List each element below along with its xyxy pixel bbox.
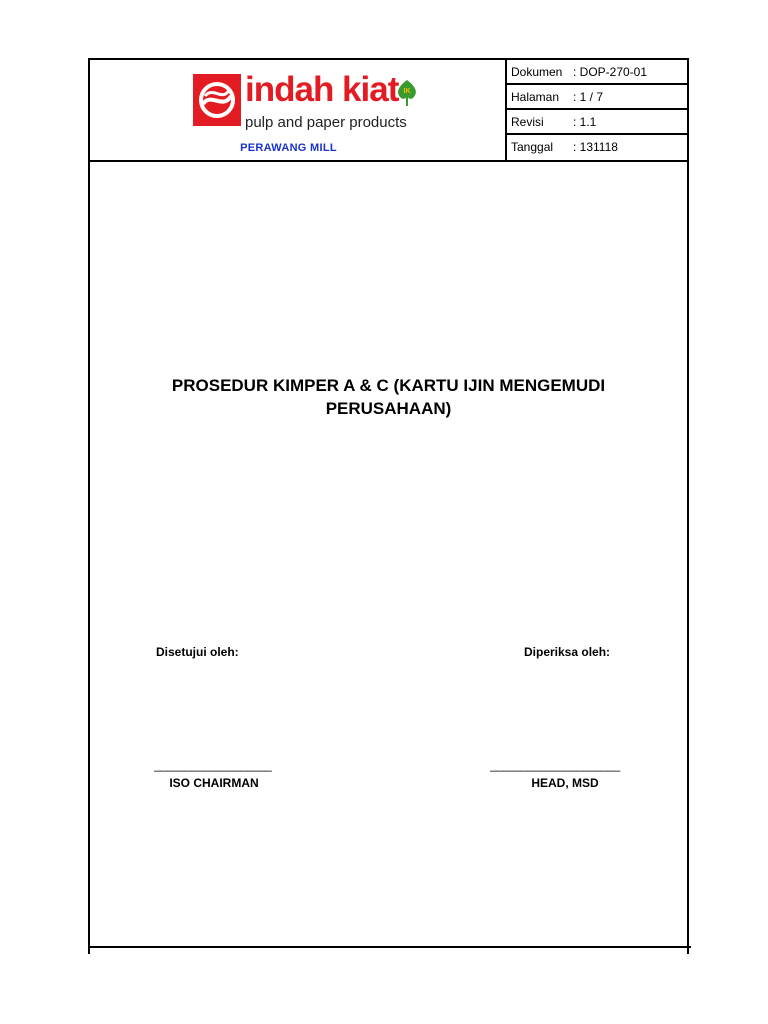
- meta-row-dokumen: [507, 60, 689, 85]
- brand-tagline: pulp and paper products: [245, 114, 407, 131]
- meta-row-halaman: [507, 85, 689, 110]
- meta-value: : DOP-270-01: [573, 65, 648, 79]
- approved-role: ISO CHAIRMAN: [169, 776, 259, 790]
- checked-signature-line: _____________________: [490, 758, 620, 772]
- checked-by-label: Diperiksa oleh:: [524, 645, 611, 659]
- document-header: [90, 60, 687, 162]
- approved-signature-line: ___________________: [154, 758, 272, 772]
- leaf-emblem-icon: [393, 78, 421, 108]
- bottom-rule: [88, 946, 691, 948]
- approved-by-label: Disetujui oleh:: [156, 645, 239, 659]
- meta-row-tanggal: [507, 135, 689, 160]
- document-title-line-1: PROSEDUR KIMPER A & C (KARTU IJIN MENGEMUDI: [171, 376, 606, 395]
- meta-value: : 131118: [573, 140, 618, 154]
- document-meta-table: [507, 60, 689, 160]
- document-title: [90, 374, 687, 420]
- meta-label: Halaman: [511, 90, 560, 104]
- brand-name: indah kiat: [245, 70, 399, 109]
- meta-label: Dokumen: [511, 65, 563, 79]
- meta-value: : 1 / 7: [573, 90, 604, 104]
- document-title-line-2: PERUSAHAAN): [325, 399, 452, 418]
- meta-row-revisi: [507, 110, 689, 135]
- svg-text:IK: IK: [403, 88, 411, 95]
- meta-label: Revisi: [511, 115, 544, 129]
- document-frame: [88, 58, 689, 954]
- checked-role: HEAD, MSD: [531, 776, 599, 790]
- meta-label: Tanggal: [511, 140, 554, 154]
- logo-cell: [90, 60, 507, 160]
- indah-kiat-logo-icon: [193, 74, 241, 126]
- mill-name: PERAWANG MILL: [240, 142, 337, 154]
- meta-value: : 1.1: [573, 115, 597, 129]
